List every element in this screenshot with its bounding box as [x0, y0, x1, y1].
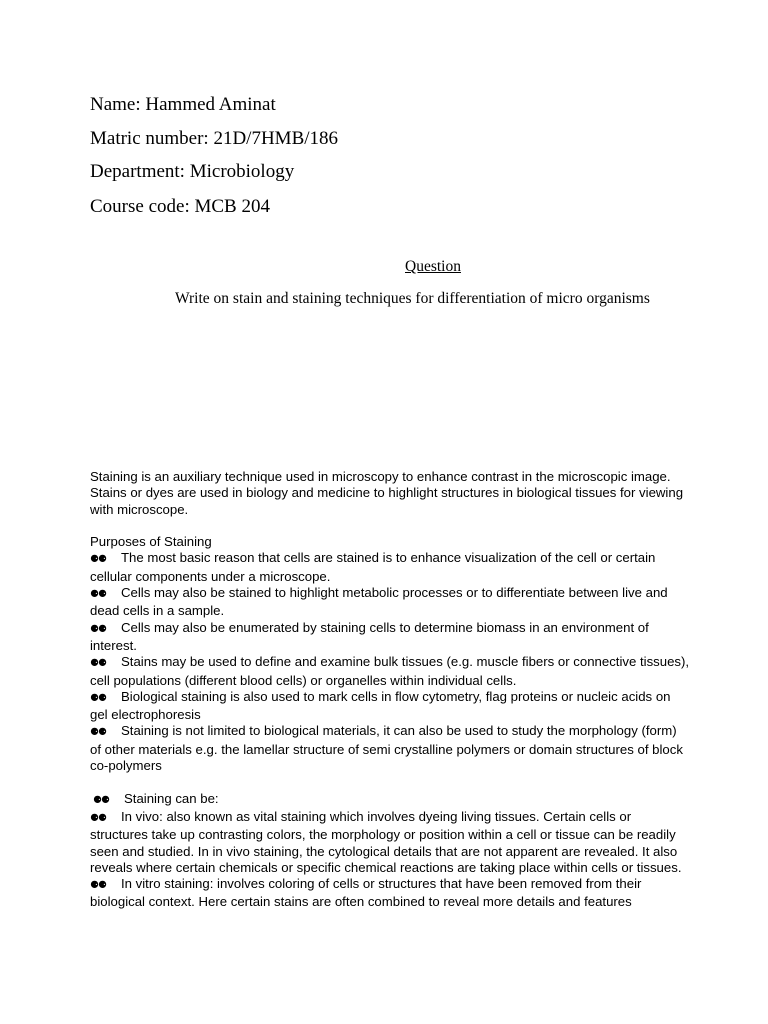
bullet-icon: ⚈⚈ [90, 554, 106, 566]
purposes-heading: Purposes of Staining [90, 534, 212, 550]
bullet-icon: ⚈⚈ [90, 812, 106, 824]
list-item: ⚈⚈ In vivo: also known as vital staining which involves dyeing living tissues. Certain cells or structures take up contrasting colors, the morphology or position within a cell or tissue can be readily seen and studied. In in vivo staining, the cytological details that are not apparent are revealed. It also reveals where certain chemicals or specific chemical reactions are taking place within cells or tissues. [90, 808, 682, 875]
bullet-icon: ⚈⚈ [90, 727, 106, 739]
matric-number: Matric number: 21D/7HMB/186 [90, 128, 339, 149]
list-item: ⚈⚈ The most basic reason that cells are stained is to enhance visualization of the cell or certain cellular components under a microscope. [90, 550, 656, 584]
bullet-icon: ⚈⚈ [90, 692, 106, 704]
question-heading: Question [405, 258, 461, 275]
bullet-icon: ⚈⚈ [90, 880, 106, 892]
bullet-icon: ⚈⚈ [90, 623, 106, 635]
student-name: Name: Hammed Aminat [90, 94, 276, 115]
intro-paragraph: Staining is an auxiliary technique used in microscopy to enhance contrast in the microscopic image. Stains or dyes are used in biology and medicine to highlight structures in biological tissues for viewing with microscope. [90, 469, 684, 517]
list-item: ⚈⚈ Stains may be used to define and examine bulk tissues (e.g. muscle fibers or connective tissues), cell populations (different blood cells) or organelles within individual cells. [90, 654, 690, 688]
course-code: Course code: MCB 204 [90, 196, 270, 217]
list-item: ⚈⚈ Cells may also be stained to highlight metabolic processes or to differentiate between live and dead cells in a sample. [90, 585, 668, 619]
list-item: ⚈⚈ Staining is not limited to biological materials, it can also be used to study the morphology (form) of other materials e.g. the lamellar structure of semi crystalline polymers or domain structures of block co-polymers [90, 723, 683, 774]
list-item: ⚈⚈ Cells may also be enumerated by staining cells to determine biomass in an environment of interest. [90, 619, 649, 653]
department: Department: Microbiology [90, 161, 295, 182]
list-item: ⚈⚈ Biological staining is also used to mark cells in flow cytometry, flag proteins or nucleic acids on gel electrophoresis [90, 688, 671, 723]
document-body [90, 469, 690, 911]
question-text: Write on stain and staining techniques for differentiation of micro organisms [175, 290, 650, 307]
types-heading: ⚈⚈ Staining can be: [90, 791, 690, 809]
bullet-icon: ⚈⚈ [93, 794, 109, 806]
bullet-icon: ⚈⚈ [90, 589, 106, 601]
list-item: ⚈⚈ In vitro staining: involves coloring of cells or structures that have been removed from their biological context. Here certain stains are often combined to reveal more details and features [90, 876, 642, 910]
bullet-icon: ⚈⚈ [90, 658, 106, 670]
